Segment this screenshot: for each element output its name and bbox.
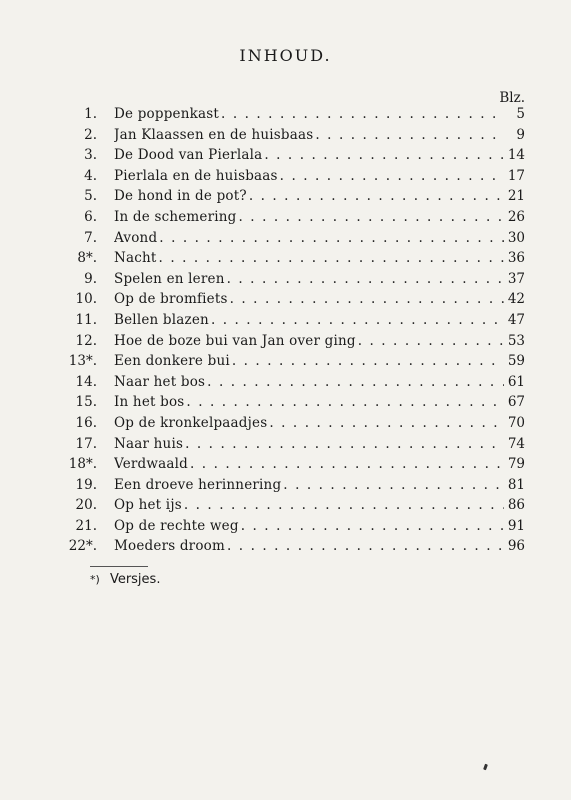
- toc-number: 10.: [75, 291, 97, 308]
- toc-page-number: 9: [516, 126, 525, 143]
- toc-entry: [114, 475, 525, 496]
- toc-page-number: 91: [507, 517, 525, 534]
- toc-entry: [114, 413, 525, 434]
- toc-row: [0, 166, 571, 187]
- toc-page-number: 17: [507, 167, 525, 184]
- toc-title: Jan Klaassen en de huisbaas: [114, 126, 314, 143]
- toc-title: Op de rechte weg: [114, 517, 239, 534]
- toc-number: 21.: [75, 517, 97, 534]
- toc-row: [0, 269, 571, 290]
- toc-number: 12.: [75, 332, 97, 349]
- toc-leader-dots: [159, 228, 504, 249]
- toc-row: [0, 331, 571, 352]
- toc-title: De Dood van Pierlala: [114, 147, 263, 164]
- toc-entry: [114, 536, 525, 557]
- toc-title: De poppenkast: [114, 106, 220, 122]
- toc-entry: [114, 228, 525, 249]
- toc-title: In de schemering: [114, 208, 237, 225]
- toc-row: [0, 516, 571, 537]
- toc-leader-dots: [159, 248, 504, 269]
- toc-number: 1.: [84, 106, 97, 122]
- page-column-label: Blz.: [499, 90, 525, 106]
- toc-row: [0, 372, 571, 393]
- toc-number: 5.: [84, 188, 97, 205]
- toc-row: [0, 186, 571, 207]
- toc-entry: [114, 145, 525, 166]
- table-of-contents: [0, 104, 571, 557]
- toc-entry: [114, 186, 525, 207]
- footnote: [90, 572, 160, 587]
- toc-row: [0, 228, 571, 249]
- footnote-divider: [90, 566, 148, 567]
- toc-row: [0, 310, 571, 331]
- toc-entry: [114, 434, 525, 455]
- toc-entry: [114, 351, 525, 372]
- toc-page-number: 5: [516, 106, 525, 122]
- toc-title: Hoe de boze bui van Jan over ging: [114, 332, 356, 349]
- toc-row: [0, 145, 571, 166]
- toc-row: [0, 125, 571, 146]
- toc-number: 11.: [75, 311, 97, 328]
- toc-page-number: 61: [507, 373, 525, 390]
- toc-page-number: 26: [507, 208, 525, 225]
- toc-entry: [114, 125, 525, 146]
- toc-page-number: 67: [507, 394, 525, 411]
- toc-number: 6.: [84, 208, 97, 225]
- toc-page-number: 86: [507, 497, 525, 514]
- toc-entry: [114, 310, 525, 331]
- toc-leader-dots: [184, 495, 504, 516]
- toc-leader-dots: [249, 186, 504, 207]
- toc-leader-dots: [227, 536, 504, 557]
- toc-entry: [114, 392, 525, 413]
- toc-title: In het bos: [114, 394, 185, 411]
- toc-row: [0, 454, 571, 475]
- toc-leader-dots: [280, 166, 504, 187]
- toc-page-number: 74: [507, 435, 525, 452]
- toc-leader-dots: [211, 310, 504, 331]
- toc-leader-dots: [190, 454, 504, 475]
- toc-page-number: 30: [507, 229, 525, 246]
- toc-number: 13*.: [68, 353, 97, 370]
- toc-leader-dots: [230, 289, 504, 310]
- toc-page-number: 96: [507, 538, 525, 555]
- toc-row: [0, 434, 571, 455]
- toc-title: Pierlala en de huisbaas: [114, 167, 278, 184]
- toc-title: Moeders droom: [114, 538, 225, 555]
- toc-row: [0, 475, 571, 496]
- toc-entry: [114, 495, 525, 516]
- toc-number: 20.: [75, 497, 97, 514]
- toc-number: 3.: [84, 147, 97, 164]
- toc-number: 9.: [84, 270, 97, 287]
- toc-number: 17.: [75, 435, 97, 452]
- toc-title: Nacht: [114, 250, 157, 267]
- toc-title: Een donkere bui: [114, 353, 230, 370]
- toc-row: [0, 392, 571, 413]
- toc-row: [0, 536, 571, 557]
- toc-row: [0, 495, 571, 516]
- toc-title: Spelen en leren: [114, 270, 225, 287]
- toc-leader-dots: [185, 434, 504, 455]
- toc-number: 8*.: [77, 250, 97, 267]
- toc-page-number: 79: [507, 456, 525, 473]
- toc-entry: [114, 372, 525, 393]
- toc-entry: [114, 104, 525, 125]
- toc-entry: [114, 454, 525, 475]
- toc-leader-dots: [358, 331, 504, 352]
- toc-title: Avond: [114, 229, 158, 246]
- toc-leader-dots: [221, 104, 505, 125]
- footnote-text: Versjes.: [109, 572, 161, 587]
- toc-entry: [114, 516, 525, 537]
- toc-row: [0, 104, 571, 125]
- toc-title: Op het ijs: [114, 497, 182, 514]
- toc-title: Bellen blazen: [114, 311, 209, 328]
- footnote-mark: *): [90, 573, 100, 586]
- toc-leader-dots: [232, 351, 504, 372]
- toc-page-number: 37: [507, 270, 525, 287]
- toc-leader-dots: [227, 269, 504, 290]
- toc-entry: [114, 289, 525, 310]
- toc-number: 2.: [84, 126, 97, 143]
- toc-number: 16.: [75, 414, 97, 431]
- toc-number: 14.: [75, 373, 97, 390]
- toc-leader-dots: [239, 207, 504, 228]
- toc-row: [0, 289, 571, 310]
- toc-title: Een droeve herinnering: [114, 476, 282, 493]
- toc-page-number: 42: [507, 291, 525, 308]
- toc-number: 18*.: [68, 456, 97, 473]
- toc-title: Op de kronkelpaadjes: [114, 414, 268, 431]
- toc-page-number: 70: [507, 414, 525, 431]
- toc-entry: [114, 331, 525, 352]
- toc-leader-dots: [269, 413, 503, 434]
- toc-leader-dots: [264, 145, 503, 166]
- paper-speck: [483, 764, 488, 771]
- toc-entry: [114, 207, 525, 228]
- toc-number: 22*.: [68, 538, 97, 555]
- toc-leader-dots: [315, 125, 505, 146]
- toc-entry: [114, 248, 525, 269]
- toc-entry: [114, 166, 525, 187]
- toc-row: [0, 248, 571, 269]
- toc-row: [0, 413, 571, 434]
- toc-page-number: 59: [507, 353, 525, 370]
- page-title: INHOUD.: [239, 46, 332, 65]
- toc-row: [0, 351, 571, 372]
- toc-title: Op de bromfiets: [114, 291, 228, 308]
- toc-page-number: 47: [507, 311, 525, 328]
- toc-page-number: 36: [507, 250, 525, 267]
- toc-number: 15.: [75, 394, 97, 411]
- toc-title: De hond in de pot?: [114, 188, 247, 205]
- toc-number: 19.: [75, 476, 97, 493]
- toc-page-number: 81: [507, 476, 525, 493]
- toc-page-number: 21: [507, 188, 525, 205]
- toc-leader-dots: [207, 372, 504, 393]
- toc-number: 4.: [84, 167, 97, 184]
- toc-leader-dots: [241, 516, 504, 537]
- toc-title: Naar huis: [114, 435, 184, 452]
- toc-page-number: 14: [507, 147, 525, 164]
- toc-row: [0, 207, 571, 228]
- toc-page-number: 53: [507, 332, 525, 349]
- toc-entry: [114, 269, 525, 290]
- toc-title: Verdwaald: [114, 456, 189, 473]
- toc-number: 7.: [84, 229, 97, 246]
- toc-leader-dots: [283, 475, 504, 496]
- toc-leader-dots: [186, 392, 503, 413]
- toc-title: Naar het bos: [114, 373, 206, 390]
